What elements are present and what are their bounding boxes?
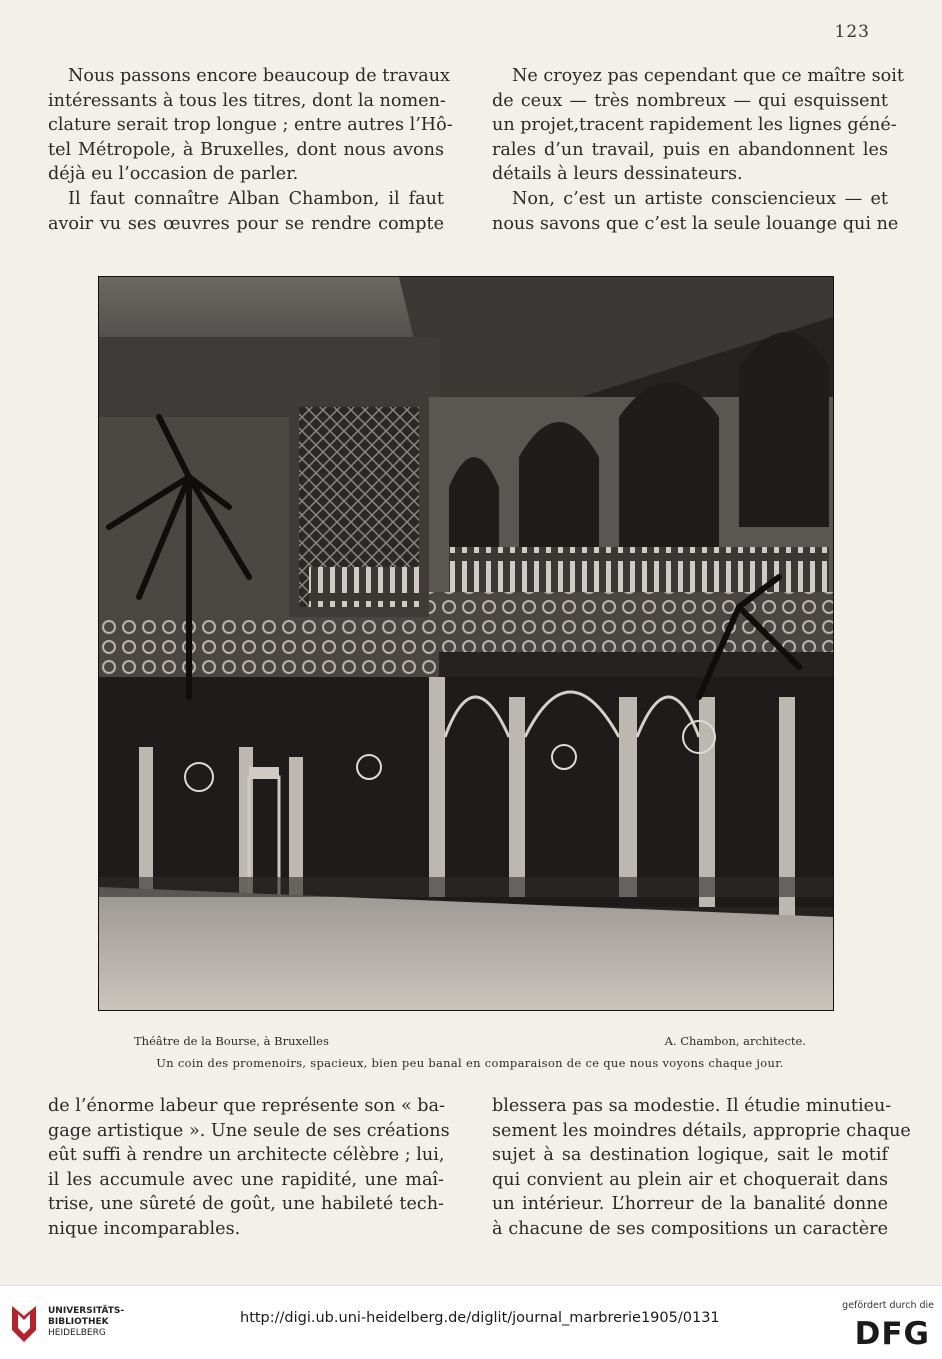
text-column-top-left [48, 64, 453, 236]
caption-architect: A. Chambon, architecte. [664, 1034, 806, 1048]
text-line: avoir vu ses œuvres pour se rendre compte [48, 213, 444, 234]
text-line: un intérieur. L’horreur de la banalité donne [492, 1194, 888, 1215]
text-line: sement les moindres détails, approprie chaque [492, 1120, 911, 1141]
text-line: il les accumule avec une rapidité, une maî- [48, 1169, 444, 1190]
text-column-top-right [492, 64, 904, 236]
text-line: nous savons que c’est la seule louange qui ne [492, 213, 899, 234]
theatre-interior-photograph [98, 276, 834, 1011]
institution-line: BIBLIOTHEK [48, 1317, 109, 1327]
dfg-logo: DFG [854, 1316, 930, 1352]
text-line: qui convient au plein air et choquerait dans [492, 1169, 888, 1190]
text-line: Il faut connaître Alban Chambon, il faut [68, 188, 444, 209]
institution-line: UNIVERSITÄTS- [48, 1306, 125, 1316]
text-line: sujet à sa destination logique, sait le motif [492, 1145, 888, 1166]
digitization-footer [0, 1285, 942, 1359]
text-line: clature serait trop longue ; entre autres l’Hô- [48, 115, 453, 136]
text-line: gage artistique ». Une seule de ses créations [48, 1120, 450, 1141]
university-library-logo-icon [10, 1304, 38, 1344]
text-line: Non, c’est un artiste consciencieux — et [512, 188, 888, 209]
text-column-bottom-left [48, 1094, 450, 1242]
text-line: déjà eu l’occasion de parler. [48, 164, 299, 185]
text-line: eût suffi à rendre un architecte célèbre ; lui, [48, 1145, 445, 1166]
text-line: intéressants à tous les titres, dont la nomen- [48, 90, 446, 111]
text-line: tel Métropole, à Bruxelles, dont nous avons [48, 139, 444, 160]
text-line: rales d’un travail, puis en abandonnent les [492, 139, 888, 160]
text-line: nique incomparables. [48, 1218, 241, 1239]
institution-line: HEIDELBERG [48, 1328, 106, 1338]
page-number: 123 [834, 22, 870, 42]
text-line: de ceux — très nombreux — qui esquissent [492, 90, 888, 111]
text-line: Ne croyez pas cependant que ce maître soit [512, 66, 904, 86]
text-line: de l’énorme labeur que représente son « ba- [48, 1096, 445, 1116]
university-library-name [48, 1306, 124, 1339]
photo-caption-description: Un coin des promenoirs, spacieux, bien peu banal en comparaison de ce que nous voyons chaque jour. [156, 1056, 784, 1070]
caption-title: Théâtre de la Bourse, à Bruxelles [134, 1034, 329, 1048]
text-line: blessera pas sa modestie. Il étudie minutieu- [492, 1096, 892, 1116]
permalink-url[interactable]: http://digi.ub.uni-heidelberg.de/diglit/journal_marbrerie1905/0131 [240, 1310, 720, 1326]
text-line: détails à leurs dessinateurs. [492, 164, 743, 185]
text-line: un projet,tracent rapidement les lignes géné- [492, 115, 897, 136]
text-line: à chacune de ses compositions un caractère [492, 1218, 888, 1239]
text-line: Nous passons encore beaucoup de travaux [68, 66, 450, 86]
text-line: trise, une sûreté de goût, une habileté tech- [48, 1194, 444, 1215]
text-column-bottom-right [492, 1094, 911, 1242]
photo-caption-credit-line [134, 1034, 806, 1048]
funded-by-label: gefördert durch die [842, 1300, 934, 1311]
